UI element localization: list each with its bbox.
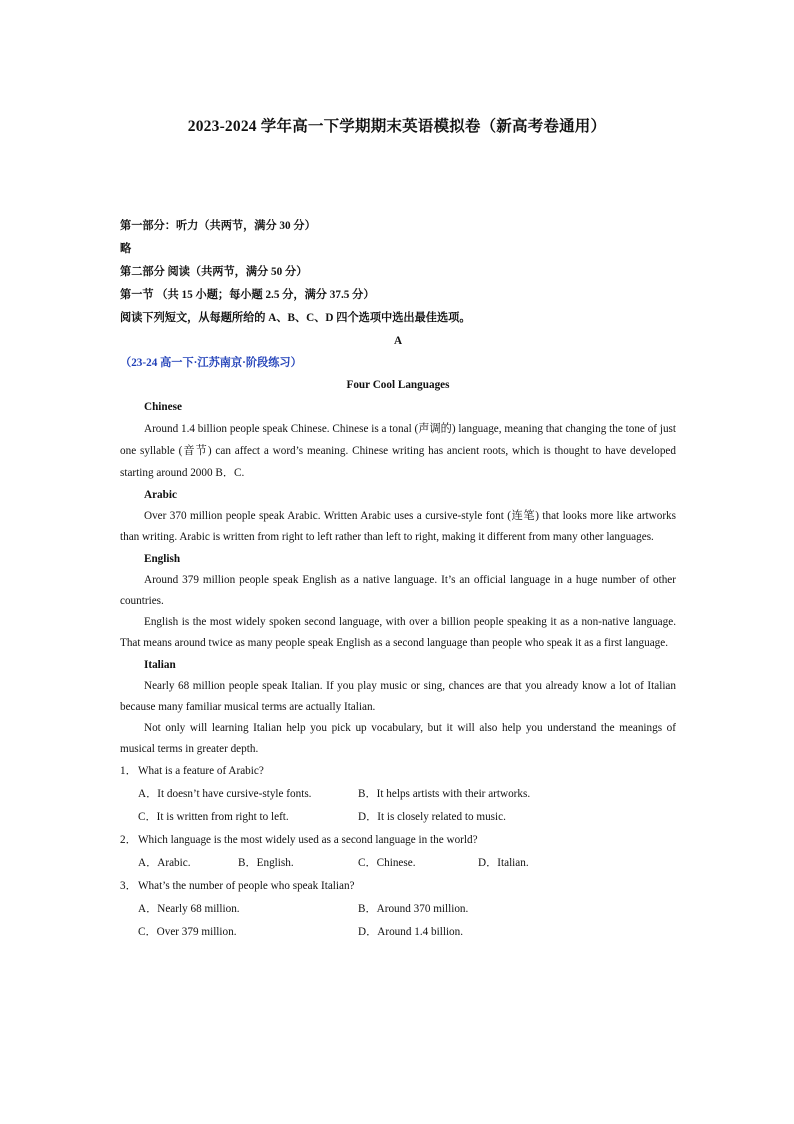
source-note: （23-24 高一下·江苏南京·阶段练习） bbox=[120, 357, 302, 369]
question-2 bbox=[120, 829, 676, 852]
option-a: A．It doesn’t have cursive-style fonts. bbox=[138, 788, 312, 800]
question-3-options-row-2 bbox=[120, 921, 676, 944]
option-c: C．Over 379 million. bbox=[138, 926, 237, 938]
arabic-heading: Arabic bbox=[144, 489, 177, 501]
english-heading: English bbox=[144, 553, 181, 565]
question-stem: Which language is the most widely used as a second language in the world? bbox=[138, 834, 478, 846]
part-two-heading: 第二部分 阅读（共两节，满分 50 分） bbox=[120, 266, 308, 278]
question-number: 1． bbox=[120, 765, 137, 777]
option-d: D．Around 1.4 billion. bbox=[358, 926, 464, 938]
chinese-heading: Chinese bbox=[144, 401, 182, 413]
part-one-note: 略 bbox=[120, 243, 132, 255]
question-number: 3． bbox=[120, 880, 137, 892]
italian-paragraph-1: Nearly 68 million people speak Italian. If you play music or sing, chances are that you already know a lot of Italian because many familiar musical terms are actually Italian. bbox=[120, 680, 676, 713]
italian-paragraph-2: Not only will learning Italian help you pick up vocabulary, but it will also help you understand the meanings of musical terms in greater depth. bbox=[120, 722, 676, 755]
option-a: A．Nearly 68 million. bbox=[138, 903, 240, 915]
question-3-options-row-1 bbox=[120, 898, 676, 921]
passage-title: Four Cool Languages bbox=[346, 379, 450, 391]
option-d: D．It is closely related to music. bbox=[358, 811, 506, 823]
option-b: B．It helps artists with their artworks. bbox=[358, 788, 531, 800]
english-paragraph-2: English is the most widely spoken second language, with over a billion people speaking it as a non-native language. That means around twice as many people speak English as a second language than people who speak it as a first language. bbox=[120, 616, 676, 649]
document-body bbox=[120, 215, 676, 944]
option-b: B．English. bbox=[238, 857, 294, 869]
part-one-heading: 第一部分：听力（共两节，满分 30 分） bbox=[120, 220, 316, 232]
question-1 bbox=[120, 760, 676, 783]
option-c: C．It is written from right to left. bbox=[138, 811, 289, 823]
arabic-paragraph: Over 370 million people speak Arabic. Written Arabic uses a cursive-style font (连笔) that looks more like artworks than writing. Arabic is written from right to left rather than left to right, making it different from many other languages. bbox=[120, 510, 676, 543]
chinese-paragraph: Around 1.4 billion people speak Chinese. Chinese is a tonal (声调的) language, meaning that changing the tone of just one syllable (音节) can affect a word’s meaning. Chinese writing has ancient roots, which is thought to have developed starting around 2000 B．C. bbox=[120, 423, 676, 479]
instructions: 阅读下列短文，从每题所给的 A、B、C、D 四个选项中选出最佳选项。 bbox=[120, 312, 471, 324]
question-number: 2． bbox=[120, 834, 137, 846]
english-paragraph-1: Around 379 million people speak English as a native language. It’s an official language in a huge number of other countries. bbox=[120, 574, 676, 607]
question-stem: What’s the number of people who speak Italian? bbox=[138, 880, 355, 892]
option-c: C．Chinese. bbox=[358, 857, 416, 869]
option-d: D．Italian. bbox=[478, 857, 529, 869]
page-title: 2023-2024 学年高一下学期期末英语模拟卷（新高考卷通用） bbox=[187, 118, 607, 135]
option-b: B．Around 370 million. bbox=[358, 903, 469, 915]
option-a: A．Arabic. bbox=[138, 857, 191, 869]
question-1-options-row-2 bbox=[120, 806, 676, 829]
question-stem: What is a feature of Arabic? bbox=[138, 765, 264, 777]
question-3 bbox=[120, 875, 676, 898]
italian-heading: Italian bbox=[144, 659, 176, 671]
section-one-heading: 第一节 （共 15 小题；每小题 2.5 分，满分 37.5 分） bbox=[120, 289, 375, 301]
question-2-options bbox=[120, 852, 676, 875]
section-letter: A bbox=[393, 335, 403, 347]
question-1-options-row-1 bbox=[120, 783, 676, 806]
